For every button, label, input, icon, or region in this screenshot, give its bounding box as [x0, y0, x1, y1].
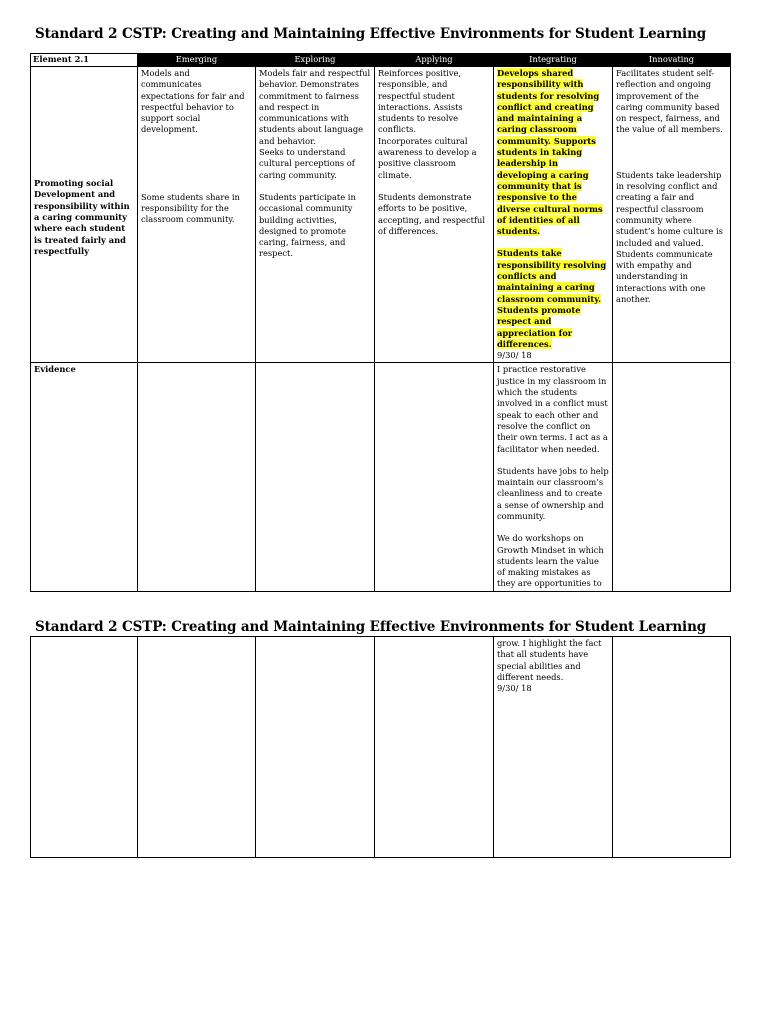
integrating-date: 9/30/ 18 [497, 350, 532, 361]
cont-cell-4 [375, 637, 494, 858]
evidence-applying [375, 363, 494, 591]
standard-table [30, 53, 731, 592]
evidence-label: Evidence [31, 363, 138, 591]
emerging-text-1: Models and communicates expectations for fair and respectful behavior to support social development. [141, 68, 245, 135]
header-applying: Applying [375, 54, 494, 67]
integrating-text-1: Develops shared responsibility with students for resolving conflict and creating and maintaining a caring classroom community. Supports students in taking leadership in developing a caring community that is responsive to the diverse cultural norms of identities of all students. [497, 68, 603, 237]
innovating-text-1: Facilitates student self-reflection and ongoing improvement of the caring community based on respect, fairness, and the value of all members. [616, 68, 723, 135]
header-exploring: Exploring [256, 54, 375, 67]
evidence-continued-date: 9/30/ 18 [497, 683, 532, 694]
evidence-text-2: Students have jobs to help maintain our classroom’s cleanliness and to create a sense of ownership and community. [497, 465, 609, 521]
evidence-integrating [494, 363, 613, 591]
element-label: Element 2.1 [31, 54, 138, 67]
cont-cell-6 [613, 637, 731, 858]
row-label-text: Promoting social Development and responsibility within a caring community where each student is treated fairly and respectfully [34, 178, 130, 256]
evidence-emerging [138, 363, 256, 591]
evidence-text-1: I practice restorative justice in my classroom in which the students involved in a conflict must speak to each other and resolve the conflict on their own terms. I act as a facilitator when needed. [497, 364, 608, 454]
header-emerging: Emerging [138, 54, 256, 67]
cell-innovating [613, 67, 731, 363]
applying-text-2: Incorporates cultural awareness to develop a positive classroom climate. [378, 135, 477, 180]
exploring-text-3: Students participate in occasional community building activities, designed to promote caring, fairness, and respect. [259, 191, 356, 259]
evidence-text-3: We do workshops on Growth Mindset in which students learn the value of making mistakes as they are opportunities to [497, 533, 604, 589]
page-title-2: Standard 2 CSTP: Creating and Maintaining Effective Environments for Student Learning [35, 619, 707, 635]
cont-cell-integrating [494, 637, 613, 858]
exploring-text-2: Seeks to understand cultural perceptions of caring community. [259, 147, 355, 180]
exploring-text-1: Models fair and respectful behavior. Demonstrates commitment to fairness and respect in communications with students about language and behavior. [259, 68, 371, 146]
cell-exploring [256, 67, 375, 363]
innovating-text-2: Students take leadership in resolving conflict and creating a fair and respectful classroom community where student’s home culture is included and valued. Students communicate with empathy and understanding in interactions with one another. [616, 169, 723, 305]
header-integrating: Integrating [494, 54, 613, 67]
cell-applying [375, 67, 494, 363]
integrating-text-2: Students take responsibility resolving conflicts and maintaining a caring classroom community. Students promote respect and appreciation for differences. [497, 248, 607, 349]
page-title: Standard 2 CSTP: Creating and Maintaining Effective Environments for Student Learning [35, 26, 707, 42]
cell-integrating [494, 67, 613, 363]
emerging-text-2: Some students share in responsibility for the classroom community. [141, 191, 240, 225]
cell-emerging [138, 67, 256, 363]
cont-cell-1 [31, 637, 138, 858]
cont-cell-3 [256, 637, 375, 858]
header-innovating: Innovating [613, 54, 731, 67]
applying-text-3: Students demonstrate efforts to be positive, accepting, and respectful of differences. [378, 191, 486, 236]
evidence-innovating [613, 363, 731, 591]
applying-text-1: Reinforces positive, responsible, and respectful student interactions. Assists students to resolve conflicts. [378, 68, 463, 135]
continuation-table [30, 636, 731, 858]
cont-cell-2 [138, 637, 256, 858]
evidence-continued-text: grow. I highlight the fact that all students have special abilities and different needs. [497, 638, 602, 682]
evidence-exploring [256, 363, 375, 591]
row-label [31, 67, 138, 363]
